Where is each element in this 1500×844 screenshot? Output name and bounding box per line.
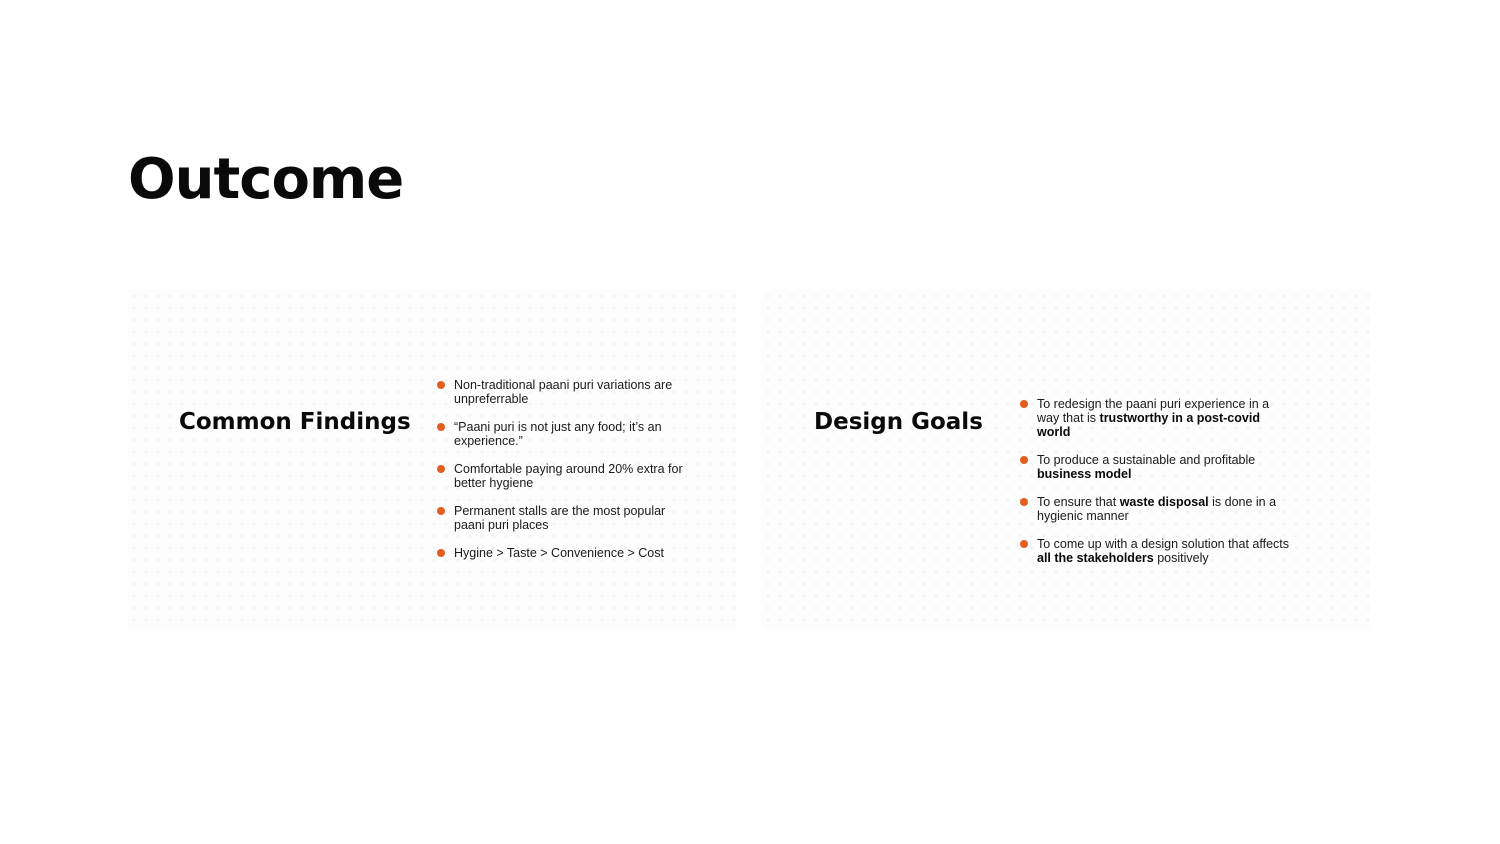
goal-text-emphasis: waste disposal bbox=[1119, 495, 1209, 509]
findings-item-text: Comfortable paying around 20% extra for better hygiene bbox=[454, 462, 683, 490]
goal-text-before: To come up with a design solution that affects bbox=[1037, 537, 1290, 551]
findings-list-item bbox=[437, 378, 687, 406]
bullet-dot-icon bbox=[1020, 400, 1028, 408]
design-goals-card bbox=[762, 290, 1370, 630]
goal-text-emphasis: trustworthy in a post-covid world bbox=[1037, 411, 1260, 439]
findings-item-text: “Paani puri is not just any food; it’s an experience.” bbox=[454, 420, 662, 448]
bullet-dot-icon bbox=[1020, 498, 1028, 506]
goal-text-after: positively bbox=[1153, 551, 1209, 565]
goals-list-item bbox=[1020, 495, 1292, 523]
goal-text-before: To redesign the paani puri experience in a way that is bbox=[1037, 397, 1270, 425]
bullet-dot-icon bbox=[437, 549, 445, 557]
goal-text-emphasis: business model bbox=[1037, 467, 1132, 481]
bullet-dot-icon bbox=[437, 423, 445, 431]
common-findings-heading: Common Findings bbox=[179, 409, 411, 435]
findings-item-text: Permanent stalls are the most popular paani puri places bbox=[454, 504, 666, 532]
findings-item-text: Non-traditional paani puri variations are unpreferrable bbox=[454, 378, 673, 406]
goal-text-before: To ensure that bbox=[1037, 495, 1120, 509]
findings-list-item bbox=[437, 504, 687, 532]
goal-text-after: is done in a hygienic manner bbox=[1037, 495, 1277, 523]
goal-text-before: To produce a sustainable and profitable bbox=[1037, 453, 1256, 467]
bullet-dot-icon bbox=[437, 507, 445, 515]
common-findings-card bbox=[128, 290, 736, 630]
goals-list bbox=[1020, 397, 1292, 565]
findings-list-item bbox=[437, 420, 687, 448]
design-goals-heading: Design Goals bbox=[814, 409, 983, 435]
goals-list-item bbox=[1020, 397, 1292, 439]
findings-list bbox=[437, 378, 687, 560]
page-title: Outcome bbox=[128, 147, 404, 212]
goals-list-item bbox=[1020, 453, 1292, 481]
findings-list-item bbox=[437, 462, 687, 490]
bullet-dot-icon bbox=[1020, 540, 1028, 548]
findings-item-text: Hygine > Taste > Convenience > Cost bbox=[454, 546, 664, 560]
bullet-dot-icon bbox=[437, 381, 445, 389]
bullet-dot-icon bbox=[437, 465, 445, 473]
findings-list-item bbox=[437, 546, 687, 560]
goals-list-item bbox=[1020, 537, 1292, 565]
bullet-dot-icon bbox=[1020, 456, 1028, 464]
goal-text-emphasis: all the stakeholders bbox=[1037, 551, 1154, 565]
